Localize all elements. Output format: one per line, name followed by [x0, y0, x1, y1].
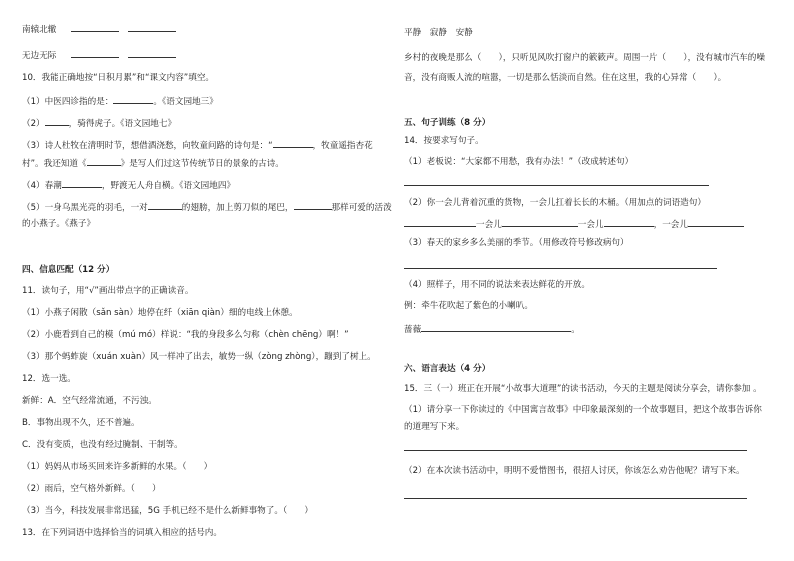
question-14-item-4-answer: 蔷薇 。	[404, 322, 580, 336]
word-line-2	[22, 48, 176, 62]
question-12-item-2: （2）雨后，空气格外新鲜。（ ）	[22, 484, 161, 494]
question-11-item-2: （2）小鹿看到自己的模（mú mó）样说：“我的身段多么匀称（chèn chēng）啊！”	[22, 330, 349, 340]
question-10-item-2: （2） ，骑得虎子。《语文园地七》	[22, 116, 176, 130]
question-10-stem: 10．我能正确地按“日积月累”和“课文内容”填空。	[22, 73, 215, 83]
question-14-item-2-answer: 一会儿 一会儿 ，一会儿	[404, 217, 744, 231]
answer-line[interactable]	[404, 498, 747, 499]
passage-line-2: 音，没有商贩人流的喧嚣，一切是那么恬淡而自然。住在这里，我的心异常（ ）。	[404, 73, 727, 83]
question-15-item-1: （1）请分享一下你读过的《中国寓言故事》中印象最深刻的一个故事题目，把这个故事告诉你	[404, 405, 762, 415]
question-14-item-1: （1）老板说：“大家都不用愁，我有办法！”（改成转述句）	[404, 157, 634, 167]
question-13-stem: 13．在下列词语中选择恰当的词填入相应的括号内。	[22, 528, 222, 538]
definition-a: 新鲜：A．空气经常流通，不污浊。	[22, 396, 157, 406]
passage-line-1: 乡村的夜晚是那么（ ），只听见风吹打窗户的簌簌声。周围一片（ ），没有城市汽车的噪	[404, 53, 765, 63]
section-6-heading: 六、语言表达（4 分）	[404, 364, 491, 374]
answer-blank[interactable]	[87, 156, 121, 166]
question-14-stem: 14．按要求写句子。	[404, 136, 484, 146]
question-14-item-3: （3）春天的家乡多么美丽的季节。（用修改符号修改病句）	[404, 238, 629, 248]
answer-blank[interactable]	[71, 22, 119, 32]
definition-c: C．没有变质，也没有经过腌制、干制等。	[22, 440, 183, 450]
section-4-heading: 四、信息匹配（12 分）	[22, 265, 115, 275]
question-10-item-1: （1）中医四诊指的是： 。《语文园地三》	[22, 94, 218, 108]
question-10-item-3: （3）诗人杜牧在清明时节，想借酒浇愁，向牧童问路的诗句是：“ ，牧童遥指杏花	[22, 138, 373, 152]
question-10-item-4: （4）春潮 ，野渡无人舟自横。《语文园地四》	[22, 178, 235, 192]
word-label: 南辕北辙	[22, 25, 57, 35]
answer-line[interactable]	[404, 450, 747, 451]
question-14-item-4: （4）照样子，用不同的说法来表达鲜花的开放。	[404, 280, 590, 290]
answer-blank[interactable]	[688, 217, 744, 227]
answer-blank[interactable]	[128, 22, 176, 32]
answer-blank[interactable]	[404, 217, 476, 227]
word-label: 无边无际	[22, 51, 57, 61]
question-15-stem: 15．三（一）班正在开展“小故事大道理”的读书活动，今天的主题是阅读分享会，请你参加 。	[404, 384, 762, 394]
answer-blank[interactable]	[294, 200, 332, 210]
answer-blank[interactable]	[148, 200, 182, 210]
answer-line[interactable]	[404, 268, 717, 269]
answer-blank[interactable]	[502, 217, 578, 227]
example-sentence: 例：牵牛花吹起了紫色的小喇叭。	[404, 301, 533, 311]
answer-blank[interactable]	[62, 178, 102, 188]
answer-blank[interactable]	[128, 48, 176, 58]
answer-blank[interactable]	[604, 217, 654, 227]
answer-blank[interactable]	[421, 322, 571, 332]
answer-blank[interactable]	[45, 116, 69, 126]
answer-blank[interactable]	[71, 48, 119, 58]
question-14-item-2: （2）你一会儿背着沉重的货物，一会儿扛着长长的木桶。（用加点的词语造句）	[404, 198, 706, 208]
question-12-stem: 12．选一选。	[22, 374, 76, 384]
question-11-item-1: （1）小燕子闲散（sǎn sàn）地停在纤（xiān qiàn）细的电线上休憩。	[22, 308, 298, 318]
definition-b: B．事物出现不久，还不普遍。	[22, 418, 140, 428]
question-10-item-5: （5）一身乌黑光亮的羽毛，一对 的翅膀，加上剪刀似的尾巴， 那样可爱的活泼	[22, 200, 392, 214]
section-5-heading: 五、句子训练（8 分）	[404, 118, 491, 128]
question-15-item-2: （2）在本次读书活动中，明明不爱惜图书，很招人讨厌，你该怎么劝告他呢？请写下来。	[404, 466, 745, 476]
answer-blank[interactable]	[273, 138, 313, 148]
question-11-stem: 11．读句子，用“√”画出带点字的正确读音。	[22, 286, 194, 296]
question-10-item-3-cont: 村”。我还知道《 》是写人们过这节传统节日的景象的古诗。	[22, 156, 284, 170]
word-choices: 平静 寂静 安静	[404, 28, 473, 38]
word-line-1	[22, 22, 176, 36]
question-12-item-3: （3）当今，科技发展非常迅猛，5G 手机已经不是什么新鲜事物了。（ ）	[22, 506, 314, 516]
answer-line[interactable]	[404, 185, 709, 186]
question-10-item-5-cont: 的小燕子。《燕子》	[22, 219, 96, 229]
question-12-item-1: （1）妈妈从市场买回来许多新鲜的水果。（ ）	[22, 462, 213, 472]
question-11-item-3: （3）那个蚂蚱旋（xuán xuàn）风一样冲了出去，敏势一纵（zòng zhòng），蹦到了树上。	[22, 352, 376, 362]
question-15-item-1-cont: 的道理写下来。	[404, 422, 465, 432]
answer-blank[interactable]	[113, 94, 153, 104]
